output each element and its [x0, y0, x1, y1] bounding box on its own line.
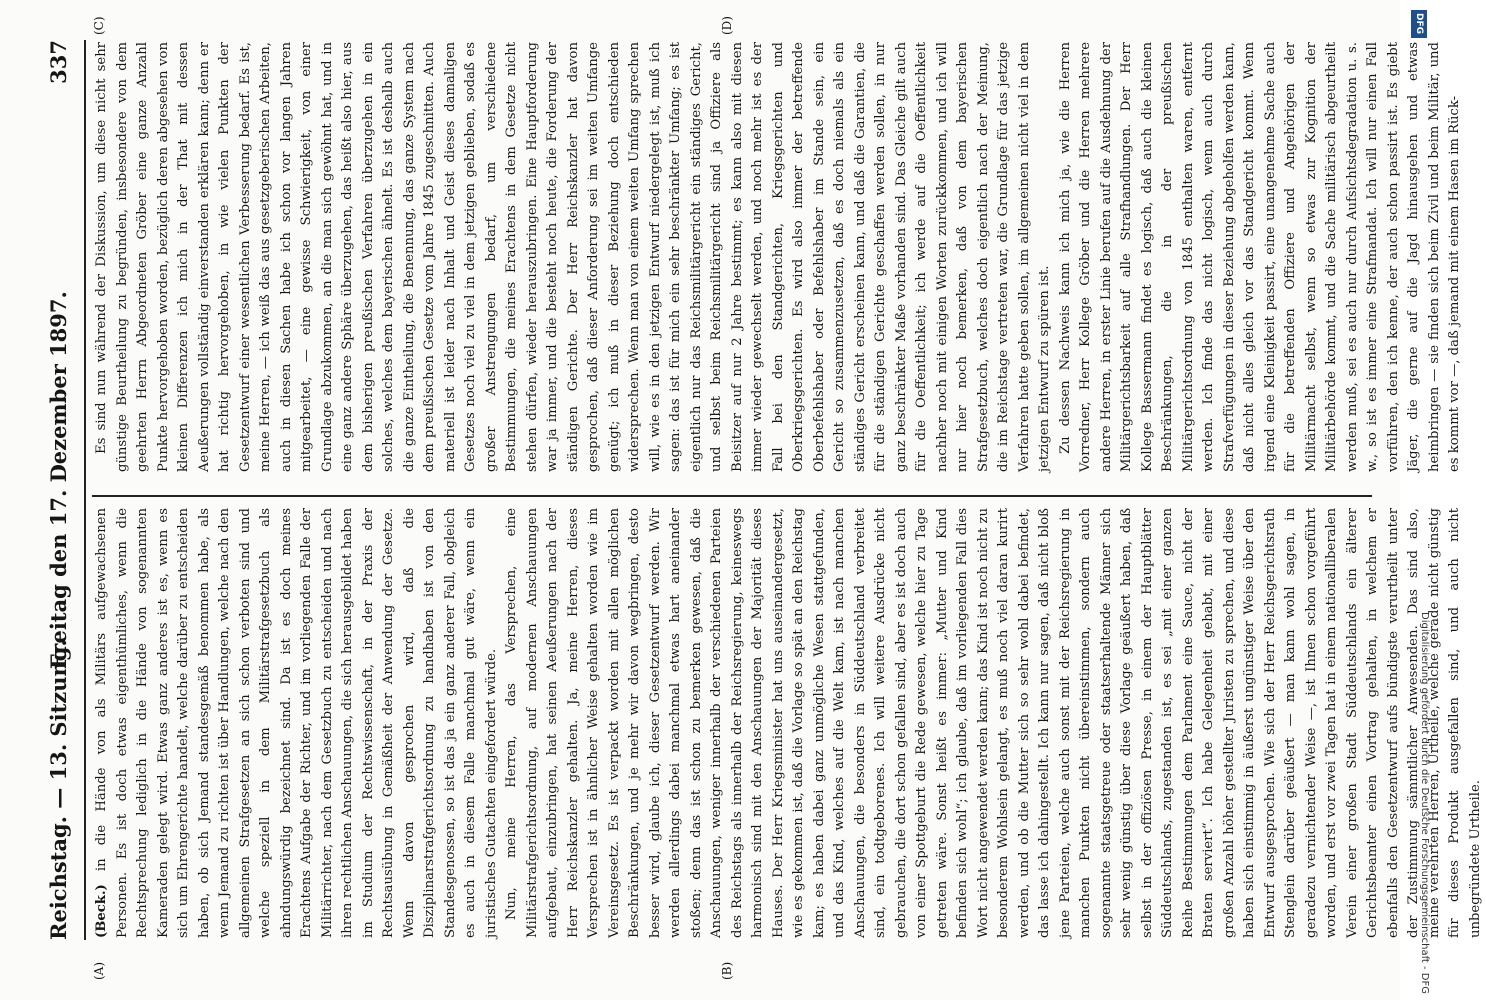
paragraph: Es sind nun während der Diskussion, um diese nicht sehr günstige Beurtheilung zu begründen, insbesondere von dem geehrten Herrn Abgeordneten Gröber eine ganze Anzahl Punkte hervorgehoben worden, bezüglich deren abgesehen von kleinen Differenzen ich mich in der That mit dessen Aeußerungen vollständig einverstanden erklären kann; denn er hat richtig hervorgehoben, in wie vielen Punkten der Gesetzentwurf einer wesentlichen Verbesserung bedarf. Es ist, meine Herren, — ich weiß das aus gesetzgeberischen Arbeiten, auch in diesen Sachen habe ich schon vor langen Jahren mitgearbeitet, — eine gewisse Schwierigkeit, von einer Grundlage abzukommen, an die man sich gewöhnt hat, und in eine ganz andere Sphäre überzugehen, das heißt also hier, aus dem bisherigen preußischen Verfahren überzugehen in ein solches, welches dem bayerischen ähnelt. Es ist deshalb auch die ganze Eintheilung, die Benennung, das ganze System nach dem preußischen Gesetze vom Jahre 1845 zugeschnitten. Auch materiell ist leider nach Inhalt und Geist dieses damaligen Gesetzes noch viel zu viel in dem jetzigen geblieben, sodaß es großer Anstrengungen bedarf, um verschiedene Bestimmungen, die meines Erachtens in dem Gesetze nicht stehen dürfen, wieder herauszubringen. Eine Hauptforderung war ja immer, und die besteht noch heute, die Forderung der ständigen Gerichte. Der Herr Reichskanzler hat davon gesprochen, daß dieser Anforderung sei im weiten Umfange genügt; ich muß in dieser Beziehung doch entschieden widersprechen. Wenn man von einem weiten Umfang sprechen will, wie es in den jetzigen Entwurf niedergelegt ist, muß ich sagen: das ist für mich ein sehr beschränkter Umfang; es ist eigentlich nur das Reichsmilitärgericht ein ständiges Gericht, und selbst beim Reichsmilitärgericht sind ja Offiziere als Beisitzer auf nur 2 Jahre bestimmt; es kann also mit diesen immer wieder gewechselt werden, und noch mehr ist es der Fall bei den Standgerichten, Kriegsgerichten und Oberkriegsgerichten. Es wird also immer der betreffende Oberbefehlshaber oder Befehlshaber im Stande sein, ein Gericht so zusammenzusetzen, daß es doch niemals als ein ständiges Gericht erscheinen kann, und daß die Garantien, die für die ständigen Gerichte geschaffen werden sollen, in nur ganz beschränkter Maße vorhanden sind. Das Gleiche gilt auch für die Oeffentlichkeit; ich werde auf die Oeffentlichkeit nachher noch mit einigen Worten zurückkommen, und ich will nur hier noch bemerken, daß von dem bayerischen Strafgesetzbuch, welches doch eigentlich nach der Meinung, die im Reichstage vertreten war, die Grundlage für das jetzige Verfahren hatte geben sollen, im allgemeinen nicht viel in dem jetzigen Entwurf zu spüren ist.: [94, 42, 1052, 472]
header-date: [46, 40, 71, 669]
paragraph-text: in die Hände von als Militärs aufgewachsenen Personen. Es ist doch etwas eigenthümliches, wenn die Rechtsprechung lediglich in die Hände von sogenannten Kameraden gelegt wird. Etwas ganz anderes ist es, wenn es sich um Ehrengerichte handelt, welche darüber zu entscheiden haben, ob sich Jemand standesgemäß benommen habe, als wenn Jemand zu richten ist über Handlungen, welche nach den allgemeinen Strafgesetzen an sich schon verboten sind und welche speziell in dem Militärstrafgesetzbuch als ahndungswürdig bezeichnet sind. Da ist es doch meines Erachtens Aufgabe der Richter, und im vorliegenden Falle der Militärrichter, nach dem Gesetzbuch zu entscheiden und nach ihren rechtlichen Anschauungen, die sich herausgebildet haben im Studium der Rechtswissenschaft, in der Praxis der Rechtsausübung in Gemäßheit der Anwendung der Gesetze. Wenn davon gesprochen wird, daß die Disziplinarstrafgerichtsordnung zu handhaben ist von den Standesgenossen, so ist das ja ein ganz anderer Fall, obgleich es auch in diesem Falle manchmal gut wäre, wenn ein juristisches Gutachten eingefordert würde.: [94, 508, 499, 938]
dfg-credit-strip: [1408, 6, 1432, 994]
paragraph: Zu dessen Nachweis kann ich mich ja, wie die Herren Vorredner, Herr Kollege Gröber und die Herren mehrere andere Herren, in erster Linie berufen auf die Ausdehnung der Militärgerichtsbarkeit auf alle Strafhandlungen. Der Herr Kollege Bassermann findet es logisch, daß auch die kleinen Beschränkungen, die in der preußischen Militärgerichtsordnung von 1845 enthalten waren, entfernt werden. Ich finde das nicht logisch, wenn auch durch Strafverfügungen in dieser Beziehung abgeholfen werden kann, daß nicht alles gleich vor das Standgericht kommt. Wenn irgend eine Kleinigkeit passirt, eine unangenehme Sache auch für die betreffenden Offiziere und Angehörigen der Militärmacht selbst, wenn so etwas zur Kognition der Militärbehörde kommt, und die Sache militärisch abgeurtheilt werden muß, sei es auch nur durch Aufsichtsdegradation u. s. w., so ist es immer eine Strafmandat. Ich will nur einen Fall vorführen, den ich kenne, der auch schon passirt ist. Es giebt Jäger, die gerne auf die Jagd hinausgehen und etwas heimbringen — sie finden sich beim Zivil und beim Militär, und es kommt vor —, daß jemand mit einem Hasen im Rück-: [1057, 42, 1462, 472]
margin-marker-d: (D): [720, 16, 734, 35]
page-header: [40, 40, 80, 940]
margin-marker-b: (B): [720, 961, 734, 980]
margin-marker-c: (C): [92, 16, 106, 35]
header-session-title: Reichstag. — 13. Sitzung.: [46, 639, 71, 940]
column-divider: [92, 495, 1372, 497]
paragraph: [92, 508, 502, 938]
page-number: 337: [46, 40, 71, 84]
right-text-column: [92, 42, 1462, 472]
dfg-credit-text: Digitalisierung gefördert durch die Deutsche Forschungsgemeinschaft - DFG: [1419, 611, 1430, 994]
header-date-text: Freitag den 17. Dezember 1897.: [46, 291, 71, 670]
speaker-label: (Beck.): [94, 884, 109, 938]
header-rule: [84, 40, 86, 940]
dfg-logo: DFG: [1411, 10, 1427, 38]
paragraph: Nun, meine Herren, das Versprechen, eine Militärstrafgerichtsordnung, auf modernen Anschauungen aufgebaut, einzubringen, hat seinen Aeußerungen nach der Herr Reichskanzler gehalten. Ja, meine Herren, dieses Versprechen ist in ähnlicher Weise gehalten worden wie im Vereinsgesetz. Es ist verpackt worden mit allen möglichen Beschränkungen, und je mehr wir davon wegbringen, desto besser wird, glaube ich, dieser Gesetzentwurf werden. Wir werden allerdings dabei manchmal etwas hart aneinander stoßen; denn das ist schon zu bemerken gewesen, daß die Anschauungen, weniger innerhalb der verschiedenen Parteien des Reichstags als innerhalb der Reichsregierung, keineswegs harmonisch sind mit den Anschauungen der Majorität dieses Hauses. Der Herr Kriegsminister hat uns auseinandergesetzt, wie es gekommen ist, daß die Vorlage so spät an den Reichstag kam; es haben dabei ganz unmögliche Wesen stattgefunden, und das Kind, welches auf die Welt kam, ist nach manchen Anschauungen, die besonders in Süddeutschland verbreitet sind, ein todtgeborenes. Ich will weitere Ausdrücke nicht gebrauchen, die dort schon gefallen sind, aber es ist doch auch von einer Spottgeburt die Rede gewesen, welche hier zu Tage getreten wäre. Sonst heißt es immer: „Mutter und Kind befinden sich wohl“; ich glaube, daß im vorliegenden Fall dies Wort nicht angewendet werden kann; das Kind ist noch nicht zu besonderem Wohlsein gelangt, es muß noch viel daran kurirt werden, und ob die Mutter sich so sehr wohl dabei befindet, das lasse ich dahingestellt. Ich kann nur sagen, daß nicht bloß jene Parteien, welche auch sonst mit der Reichsregierung in manchen Punkten nicht übereinstimmen, sondern auch sogenannte staatsgetreue oder staatserhaltende Männer sich sehr wenig günstig über diese Vorlage geäußert haben, daß selbst in der offiziösen Presse, in einem der Hauptblätter Süddeutschlands, zugestanden ist, es sei „mit einer ganzen Reihe Bestimmungen dem Parlament eine Sauce, nicht der Braten serviert“. Ich habe Gelegenheit gehabt, mit einer großen Anzahl höher gestellter Juristen zu sprechen, und diese haben sich einstimmig in äußerst ungünstiger Weise über den Entwurf ausgesprochen. Wie sich der Herr Reichsgerichtsrath Stenglein darüber geäußert — man kann wohl sagen, in geradezu vernichtender Weise —, ist Ihnen schon vorgeführt worden, und erst vor zwei Tagen hat in einem nationalliberalen Verein einer großen Stadt Süddeutschlands ein älterer Gerichtsbeamter einen Vortrag gehalten, in welchem er ebenfalls den Gesetzentwurf aufs bündigste verurtheilt unter der Zustimmung sämmtlicher Anwesenden. Das sind also, meine verehrten Herren, Urtheile, welche gerade nicht günstig für dieses Produkt ausgefallen sind, und auch nicht unbegründete Urtheile.: [504, 508, 1483, 938]
margin-marker-a: (A): [92, 961, 106, 980]
